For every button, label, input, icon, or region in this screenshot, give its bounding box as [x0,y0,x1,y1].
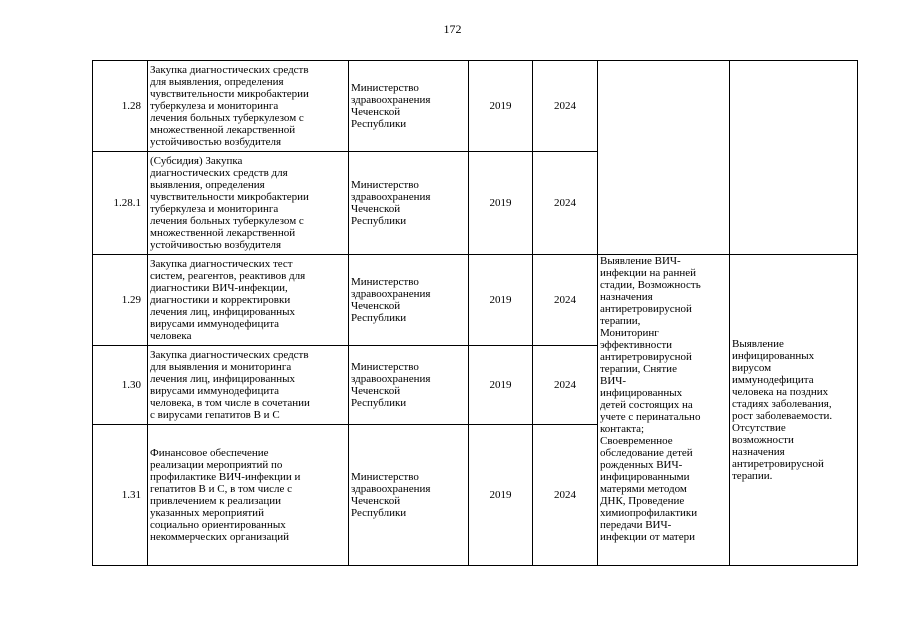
measure-name: (Субсидия) Закупка диагностических средств для выявления, определения чувствительности микробактерии туберкулеза и мониторинга лечения больных туберкулезом с множественной лекарственной устойчивостью возбудителя [148,152,349,255]
row-number: 1.28 [93,61,148,152]
expected-result-hiv: Выявление ВИЧ- инфекции на ранней стадии, Возможность назначения антиретровирусной терапии, Мониторинг эффективности антиретровирусной терапии, Снятие ВИЧ- инфицированных детей состоящих на учете с перинатально контакта; Своевременное обследование детей рожденных ВИЧ- инфицированными матерями методом ДНК, Проведение химиопрофилактики передачи ВИЧ- инфекции от матери [598,255,730,566]
measure-name: Финансовое обеспечение реализации мероприятий по профилактике ВИЧ-инфекции и гепатитов В и С, в том числе с привлечением к реализации указанных мероприятий социально ориентированных некоммерческих организаций [148,425,349,566]
start-year: 2019 [469,255,533,346]
empty-consequence-cell [730,61,858,255]
table-row [93,61,858,152]
measure-name: Закупка диагностических средств для выявления и мониторинга лечения лиц, инфицированных вирусами иммунодефицита человека, в том числе в сочетании с вирусами гепатитов В и С [148,346,349,425]
measure-name: Закупка диагностических средств для выявления, определения чувствительности микробактерии туберкулеза и мониторинга лечения больных туберкулезом с множественной лекарственной устойчивостью возбудителя [148,61,349,152]
row-number: 1.31 [93,425,148,566]
measures-table [92,60,858,566]
executor: Министерство здравоохранения Чеченской Республики [349,255,469,346]
executor: Министерство здравоохранения Чеченской Республики [349,425,469,566]
start-year: 2019 [469,61,533,152]
start-year: 2019 [469,152,533,255]
table-row [93,255,858,346]
consequence-hiv: Выявление инфицированных вирусом иммунодефицита человека на поздних стадиях заболевания, рост заболеваемости. Отсутствие возможности назначения антиретровирусной терапии. [730,255,858,566]
executor: Министерство здравоохранения Чеченской Республики [349,61,469,152]
page-number: 172 [443,22,462,36]
row-number: 1.29 [93,255,148,346]
row-number: 1.30 [93,346,148,425]
start-year: 2019 [469,425,533,566]
end-year: 2024 [533,346,598,425]
end-year: 2024 [533,61,598,152]
executor: Министерство здравоохранения Чеченской Республики [349,346,469,425]
measure-name: Закупка диагностических тест систем, реагентов, реактивов для диагностики ВИЧ-инфекции, диагностики и корректировки лечения лиц, инфицированных вирусами иммунодефицита человека [148,255,349,346]
empty-result-cell [598,61,730,255]
end-year: 2024 [533,255,598,346]
row-number: 1.28.1 [93,152,148,255]
end-year: 2024 [533,152,598,255]
end-year: 2024 [533,425,598,566]
executor: Министерство здравоохранения Чеченской Республики [349,152,469,255]
start-year: 2019 [469,346,533,425]
